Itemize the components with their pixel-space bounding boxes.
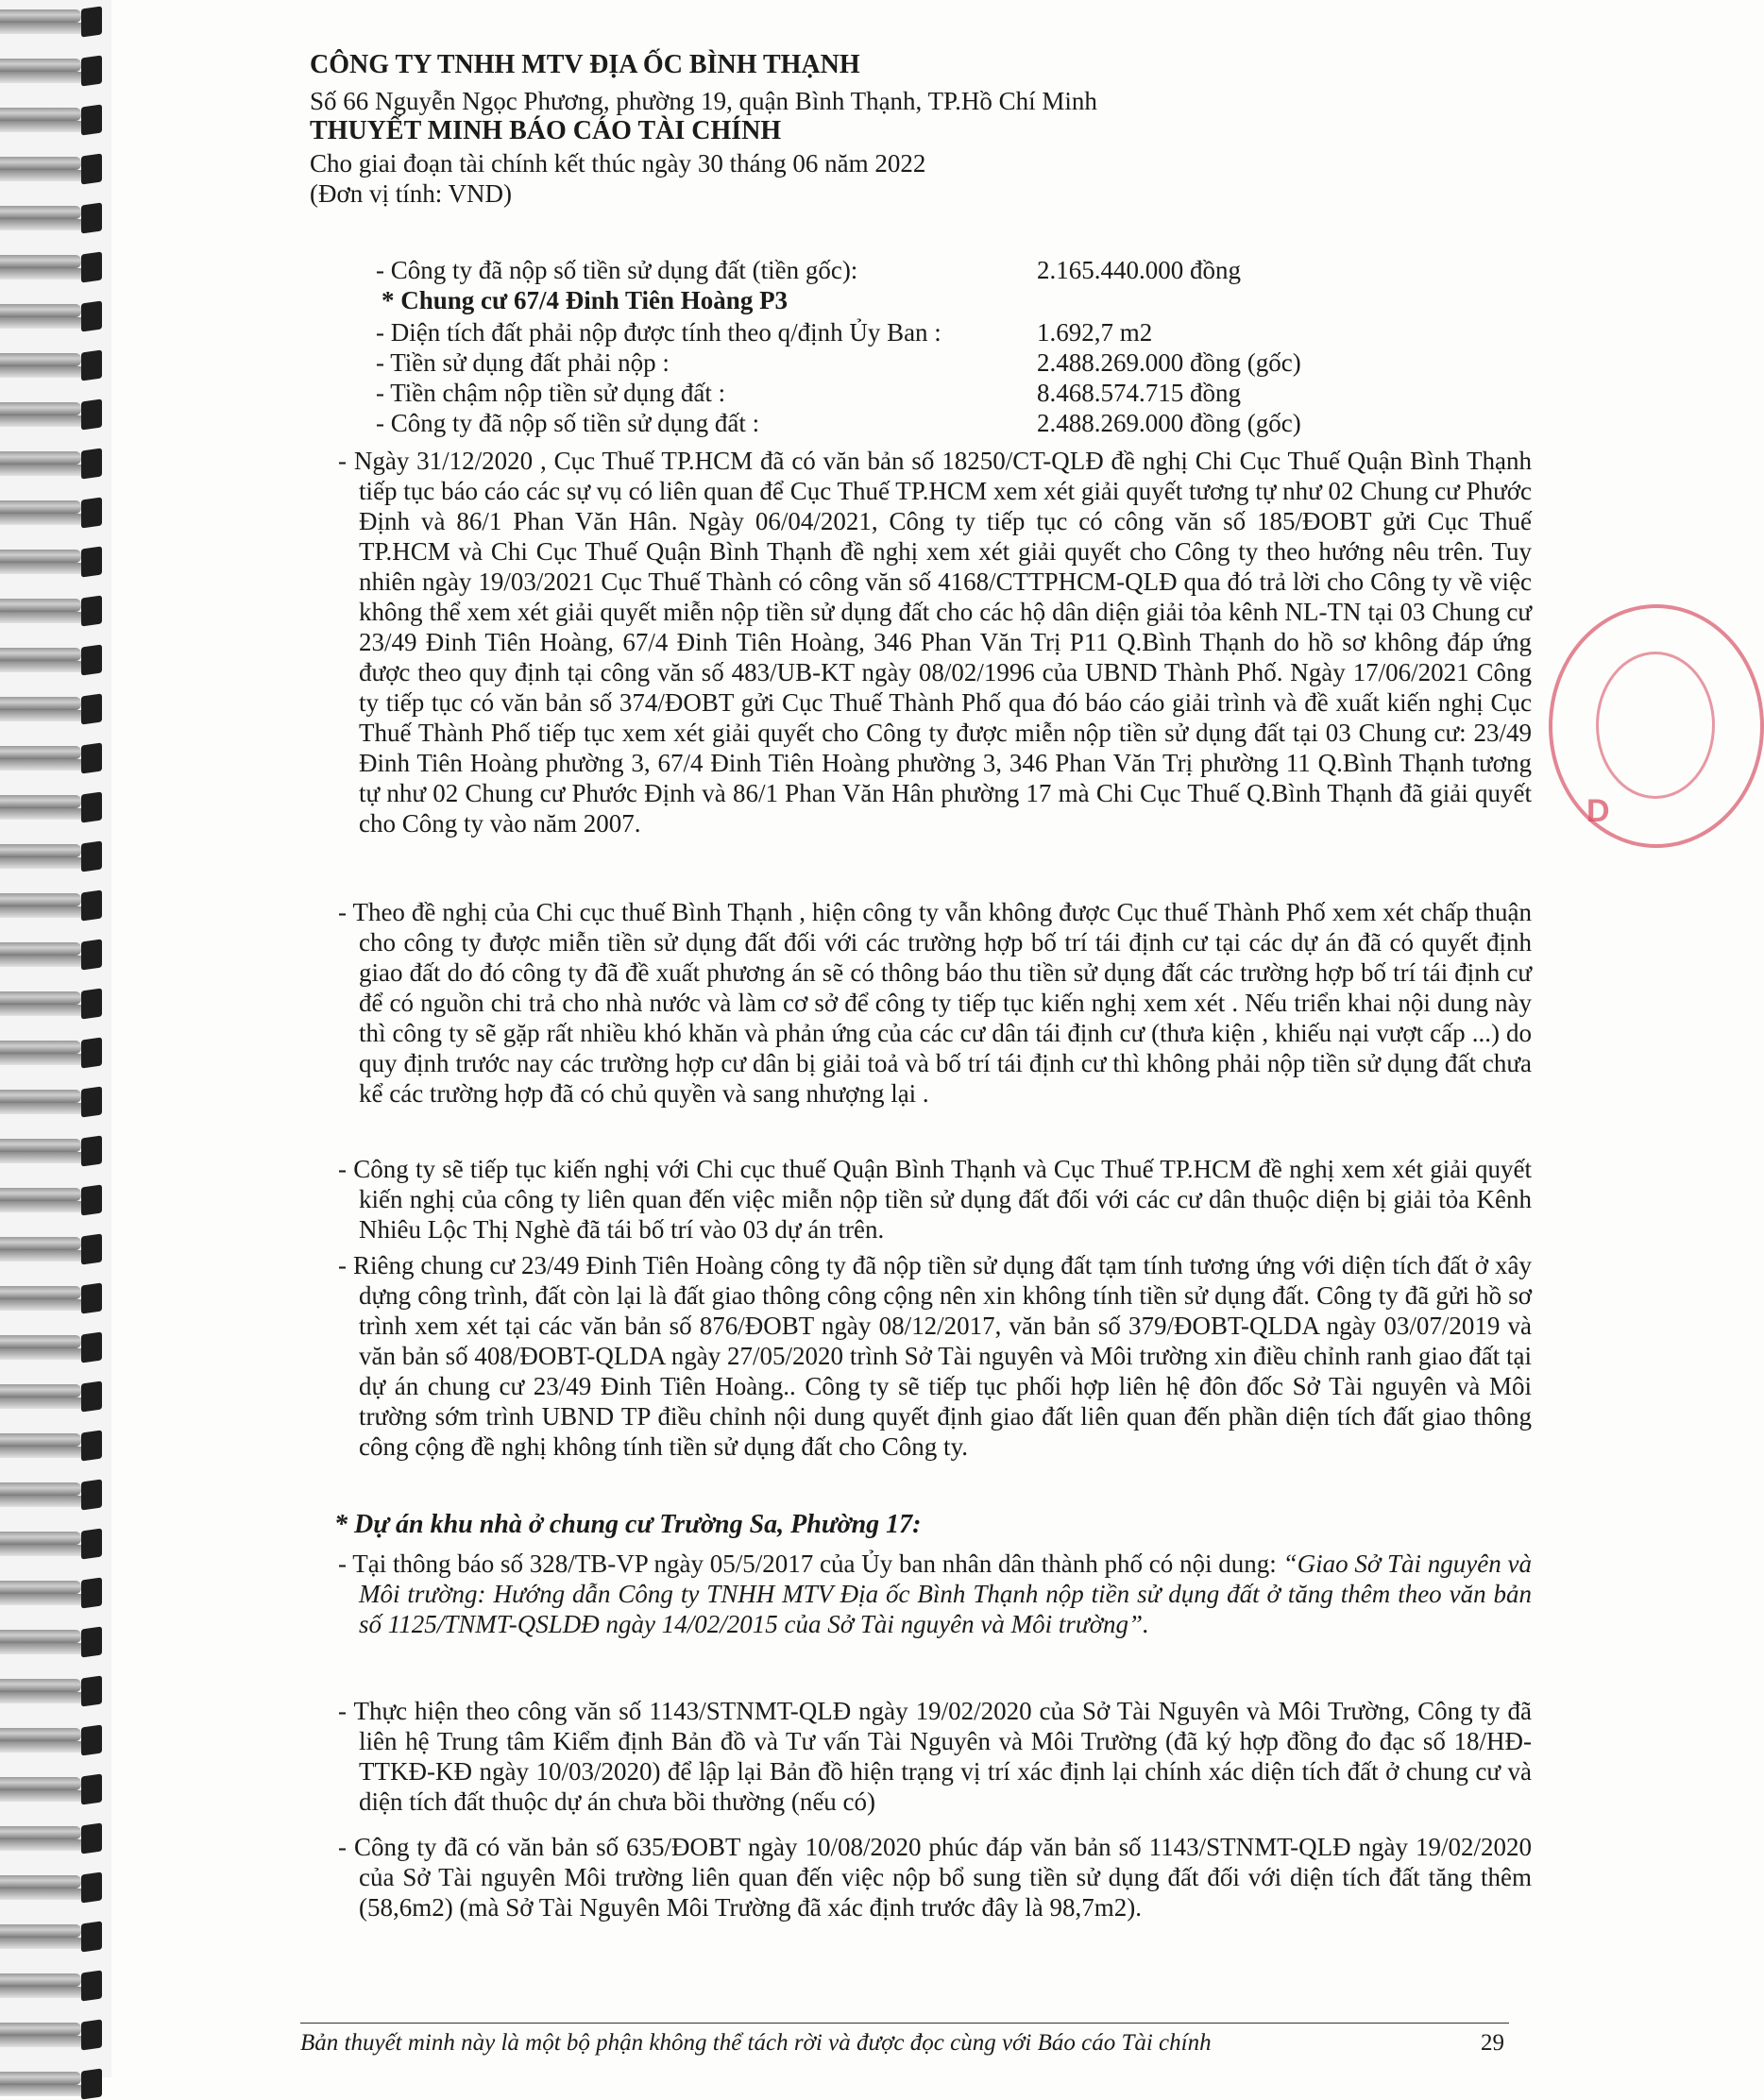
footer-note: Bản thuyết minh này là một bộ phận không thể tách rời và được đọc cùng với Báo cáo Tài chính: [300, 2030, 1212, 2056]
paragraph-response-635: - Công ty đã có văn bản số 635/ĐOBT ngày 10/08/2020 phúc đáp văn bản số 1143/STNMT-QLĐ ngày 19/02/2020 của Sở Tài nguyên Môi trường liên quan đến việc nộp bổ sung tiền sử dụng đất đối với diện tích đất tăng thêm (58,6m2) (mà Sở Tài Nguyên Môi Trường đã xác định trước đây là 98,7m2).: [338, 1833, 1532, 1922]
page-number: 29: [1481, 2030, 1504, 2056]
notice-lead: - Tại thông báo số 328/TB-VP ngày 05/5/2017 của Ủy ban nhân dân thành phố có nội dung:: [338, 1550, 1283, 1578]
paragraph-continued-petition: - Công ty sẽ tiếp tục kiến nghị với Chi cục thuế Quận Bình Thạnh và Cục Thuế TP.HCM đề nghị xem xét giải quyết kiến nghị của công ty liên quan đến việc miễn nộp tiền sử dụng đất đối với các cư dân thuộc diện bị giải tỏa Kênh Nhiêu Lộc Thị Nghè đã tái bố trí vào 03 dự án trên.: [338, 1155, 1532, 1244]
paragraph-resettlement-proposal: - Theo đề nghị của Chi cục thuế Bình Thạnh , hiện công ty vẫn không được Cục thuế Thành Phố xem xét chấp thuận cho công ty được miễn tiền sử dụng đất đối với các trường hợp bố trí tái định cư tại các dự án đã có quyết định giao đất do đó công ty đã đề xuất phương án sẽ có thông báo thu tiền sử dụng đất các trường hợp bố trí tái định cư để có nguồn chi trả cho nhà nước và làm cơ sở để công ty tiếp tục kiến nghị xem xét . Nếu triển khai nội dung này thì công ty sẽ gặp rất nhiều khó khăn và phản ứng của các cư dân tái định cư (thưa kiện , khiếu nại vượt cấp ...) do quy định trước nay các trường hợp cư dân bị giải toả và bố trí tái định cư thì không phải nộp tiền sử dụng đất chưa kể các trường hợp đã có chủ quyền và sang nhượng lại .: [338, 898, 1532, 1108]
row-label: - Công ty đã nộp số tiền sử dụng đất :: [376, 409, 760, 437]
row-label: - Tiền sử dụng đất phải nộp :: [376, 348, 670, 377]
company-name: CÔNG TY TNHH MTV ĐỊA ỐC BÌNH THẠNH: [310, 50, 860, 79]
red-seal-inner-ring: [1596, 652, 1715, 799]
red-seal-letter: D: [1586, 793, 1610, 829]
row-value: 8.468.574.715 đồng: [1037, 379, 1241, 407]
currency-unit: (Đơn vị tính: VND): [310, 179, 513, 208]
row-label: - Tiền chậm nộp tiền sử dụng đất :: [376, 379, 726, 407]
section-heading: * Chung cư 67/4 Đinh Tiên Hoàng P3: [382, 286, 789, 314]
row-value: 2.165.440.000 đồng: [1037, 256, 1241, 284]
paragraph-dinh-tien-hoang: - Riêng chung cư 23/49 Đinh Tiên Hoàng công ty đã nộp tiền sử dụng đất tạm tính tương ứng với diện tích đất ở xây dựng công trình, đất còn lại là đất giao thông công cộng nên xin không tính tiền sử dụng đất. Công ty đã gửi hồ sơ trình xem xét tại các văn bản số 876/ĐOBT ngày 08/12/2017, văn bản số 379/ĐOBT-QLDA ngày 03/07/2019 và văn bản số 408/ĐOBT-QLDA ngày 27/05/2020 trình Sở Tài nguyên và Môi trường xin điều chỉnh ranh giao đất tại dự án chung cư 23/49 Đinh Tiên Hoàng.. Công ty sẽ tiếp tục phối hợp liên hệ đôn đốc Sở Tài nguyên và Môi trường sớm trình UBND TP điều chỉnh nội dung quyết định giao đất liên quan đến phần diện tích đất giao thông công cộng đề nghị không tính tiền sử dụng đất cho Công ty.: [338, 1251, 1532, 1461]
row-value: 2.488.269.000 đồng (gốc): [1037, 409, 1301, 437]
row-value: 1.692,7 m2: [1037, 318, 1153, 347]
paragraph-survey-contract: - Thực hiện theo công văn số 1143/STNMT-QLĐ ngày 19/02/2020 của Sở Tài Nguyên và Môi Trường, Công ty đã liên hệ Trung tâm Kiểm định Bản đồ và Tư vấn Tài Nguyên và Môi Trường (đã ký hợp đồng đo đạc số 18/HĐ-TTKĐ-KĐ ngày 10/03/2020) để lập lại Bản đồ hiện trạng vị trí xác định lại chính xác diện tích đất ở chung cư và diện tích đất thuộc dự án chưa bồi thường (nếu có): [338, 1697, 1532, 1816]
row-label: - Diện tích đất phải nộp được tính theo q/định Ủy Ban :: [376, 318, 941, 347]
row-value: 2.488.269.000 đồng (gốc): [1037, 348, 1301, 377]
paragraph-tax-correspondence: - Ngày 31/12/2020 , Cục Thuế TP.HCM đã có văn bản số 18250/CT-QLĐ đề nghị Chi Cục Thuế Quận Bình Thạnh tiếp tục báo cáo các sự vụ có liên quan để Cục Thuế TP.HCM xem xét giải quyết tương tự như 02 Chung cư Phước Định và 86/1 Phan Văn Hân. Ngày 06/04/2021, Công ty tiếp tục có công văn số 185/ĐOBT gửi Cục Thuế TP.HCM và Chi Cục Thuế Quận Bình Thạnh đề nghị xem xét giải quyết cho Công ty theo hướng nêu trên. Tuy nhiên ngày 19/03/2021 Cục Thuế Thành có công văn số 4168/CTTPHCM-QLĐ qua đó trả lời cho Công ty về việc không thể xem xét giải quyết miễn nộp tiền sử dụng đất cho các hộ dân diện giải tỏa kênh NL-TN tại 03 Chung cư 23/49 Đinh Tiên Hoàng, 67/4 Đinh Tiên Hoàng, 346 Phan Văn Trị P11 Q.Bình Thạnh do hồ sơ không đáp ứng được theo quy định tại công văn số 483/UB-KT ngày 08/02/1996 của UBND Thành Phố. Ngày 17/06/2021 Công ty tiếp tục có văn bản số 374/ĐOBT gửi Cục Thuế Thành Phố qua đó báo cáo giải trình và đề xuất kiến nghị Cục Thuế Thành Phố tiếp tục xem xét giải quyết cho Công ty được miễn nộp tiền sử dụng đất tại 03 Chung cư: 23/49 Đinh Tiên Hoàng phường 3, 67/4 Đinh Tiên Hoàng phường 3, 346 Phan Văn Trị phường 11 Q.Bình Thạnh tương tự như 02 Chung cư Phước Định và 86/1 Phan Văn Hân phường 17 mà Chi Cục Thuế Q.Bình Thạnh đã giải quyết cho Công ty vào năm 2007.: [338, 447, 1532, 838]
subheading-truong-sa: * Dự án khu nhà ở chung cư Trường Sa, Phường 17:: [334, 1510, 922, 1539]
paragraph-notice-328: [338, 1549, 1532, 1639]
company-address: Số 66 Nguyễn Ngọc Phương, phường 19, quận Bình Thạnh, TP.Hồ Chí Minh: [310, 87, 1097, 115]
report-period: Cho giai đoạn tài chính kết thúc ngày 30 tháng 06 năm 2022: [310, 149, 926, 178]
footer-divider: [300, 2023, 1509, 2024]
notice-quote: “Giao Sở Tài nguyên và Môi trường: Hướng dẫn Công ty TNHH MTV Địa ốc Bình Thạnh nộp tiền sử dụng đất ở tăng thêm theo văn bản số 1125/TNMT-QSLDĐ ngày 14/02/2015 của Sở Tài nguyên và Môi trường”.: [359, 1550, 1533, 1638]
report-title: THUYẾT MINH BÁO CÁO TÀI CHÍNH: [310, 116, 782, 145]
row-label: - Công ty đã nộp số tiền sử dụng đất (tiền gốc):: [376, 256, 858, 284]
